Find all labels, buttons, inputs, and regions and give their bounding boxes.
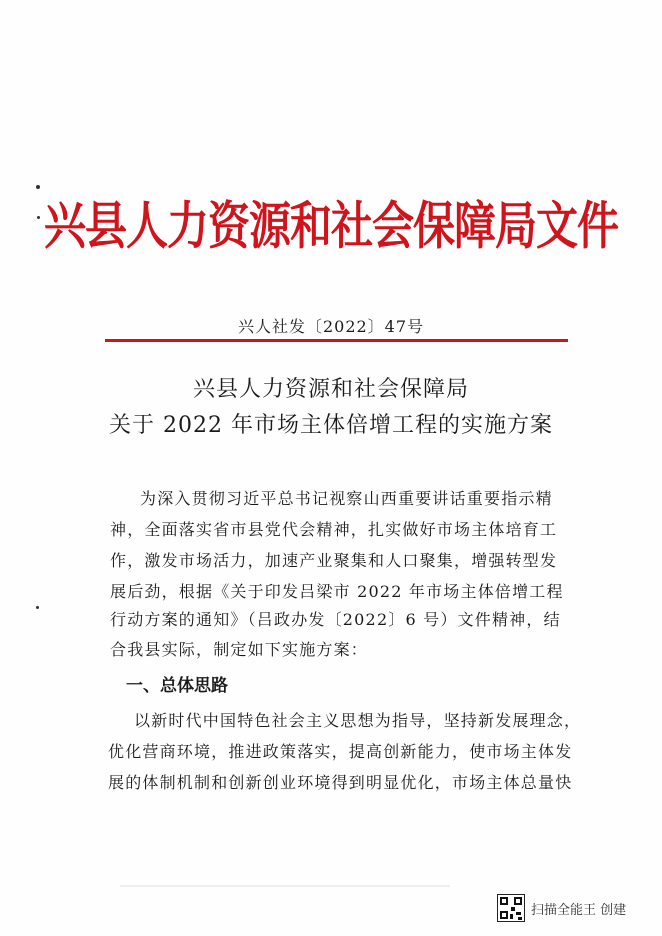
document-number: 兴人社发〔2022〕47号 xyxy=(237,317,425,336)
body-line: 作，激发市场活力，加速产业聚集和人口聚集，增强转型发 xyxy=(110,551,558,570)
body-line: 展后劲，根据《关于印发吕梁市 2022 年市场主体倍增工程 xyxy=(110,582,564,601)
body-line: 合我县实际，制定如下实施方案： xyxy=(110,640,369,659)
scanner-watermark xyxy=(497,893,626,923)
body-line: 以新时代中国特色社会主义思想为指导，坚持新发展理念， xyxy=(134,711,582,730)
body-line: 展的体制机制和创新创业环境得到明显优化，市场主体总量快 xyxy=(108,773,573,792)
agency-title: 兴县人力资源和社会保障局文件 xyxy=(43,195,618,256)
red-divider xyxy=(105,339,568,342)
body-line: 为深入贯彻习近平总书记视察山西重要讲话重要指示精 xyxy=(140,489,553,508)
scan-artifact xyxy=(120,885,450,887)
document-title-line-1: 兴县人力资源和社会保障局 xyxy=(192,377,469,402)
document-title-line-2: 关于 2022 年市场主体倍增工程的实施方案 xyxy=(109,413,553,438)
section-heading: 一、总体思路 xyxy=(126,676,228,696)
body-line: 行动方案的通知》（吕政办发〔2022〕6 号）文件精神，结 xyxy=(110,610,561,629)
qr-code-icon xyxy=(497,894,525,922)
body-line: 神，全面落实省市县党代会精神，扎实做好市场主体培育工 xyxy=(110,520,558,539)
watermark-text: 扫描全能王 创建 xyxy=(531,902,627,918)
scan-speck xyxy=(36,606,39,609)
body-line: 优化营商环境，推进政策落实，提高创新能力，使市场主体发 xyxy=(108,742,573,761)
